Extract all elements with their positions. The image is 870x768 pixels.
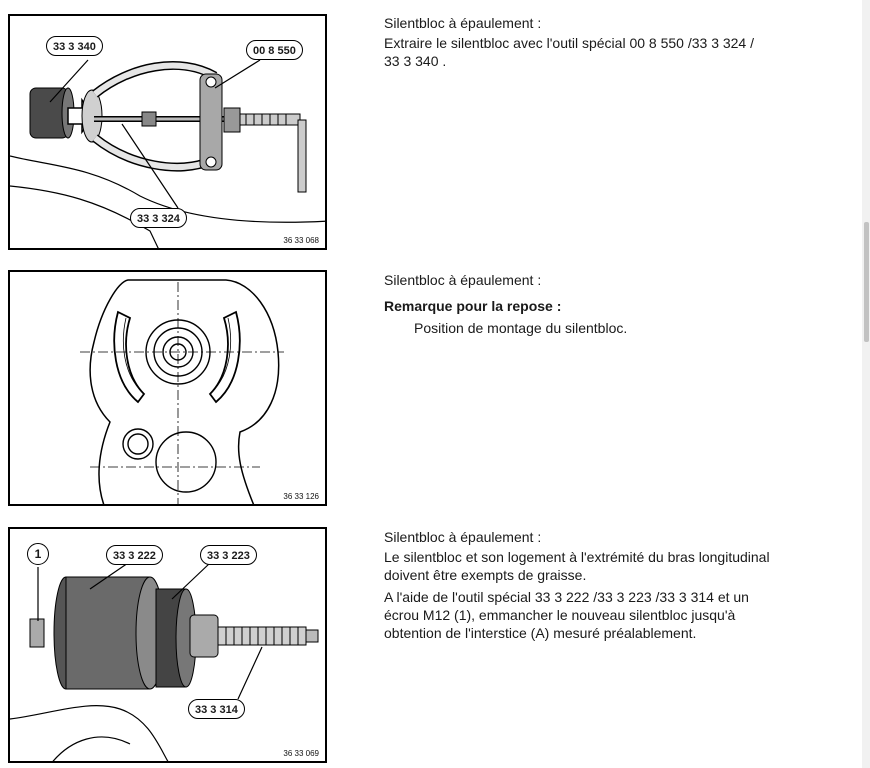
figure-mounting-position xyxy=(8,270,327,506)
paragraph-line: doivent être exempts de graisse. xyxy=(384,567,587,583)
scrollbar-thumb[interactable] xyxy=(864,222,869,342)
section-press-in xyxy=(384,528,854,642)
callout-33-3-222: 33 3 222 xyxy=(106,545,163,565)
section-extraction xyxy=(384,14,854,70)
paragraph-line: obtention de l'interstice (A) mesuré préalablement. xyxy=(384,625,697,641)
figure-number: 36 33 126 xyxy=(283,492,319,501)
callout-00-8-550: 00 8 550 xyxy=(246,40,303,60)
figure-puller-tool xyxy=(8,14,327,250)
figure-number: 36 33 069 xyxy=(283,749,319,758)
callout-33-3-314: 33 3 314 xyxy=(188,699,245,719)
callout-1: 1 xyxy=(27,543,49,565)
section-installation-note xyxy=(384,271,854,337)
section-title: Silentbloc à épaulement : xyxy=(384,529,542,545)
figure-press-tool xyxy=(8,527,327,763)
instruction-line: 33 3 340 . xyxy=(384,53,447,69)
callout-33-3-324: 33 3 324 xyxy=(130,208,187,228)
paragraph-line: A l'aide de l'outil spécial 33 3 222 /33 3 223 /33 3 314 et un xyxy=(384,589,749,605)
callout-33-3-340: 33 3 340 xyxy=(46,36,103,56)
press-tool-illustration xyxy=(10,529,327,763)
scrollbar-track[interactable] xyxy=(862,0,870,768)
section-title: Silentbloc à épaulement : xyxy=(384,272,542,288)
callout-33-3-223: 33 3 223 xyxy=(200,545,257,565)
paragraph-line: écrou M12 (1), emmancher le nouveau silentbloc jusqu'à xyxy=(384,607,736,623)
note-title: Remarque pour la repose : xyxy=(384,298,562,314)
mounting-position-illustration xyxy=(10,272,327,506)
instruction-line: Extraire le silentbloc avec l'outil spécial 00 8 550 /33 3 324 / xyxy=(384,35,755,51)
section-title: Silentbloc à épaulement : xyxy=(384,15,542,31)
figure-number: 36 33 068 xyxy=(283,236,319,245)
note-text: Position de montage du silentbloc. xyxy=(414,320,628,336)
paragraph-line: Le silentbloc et son logement à l'extrémité du bras longitudinal xyxy=(384,549,770,565)
